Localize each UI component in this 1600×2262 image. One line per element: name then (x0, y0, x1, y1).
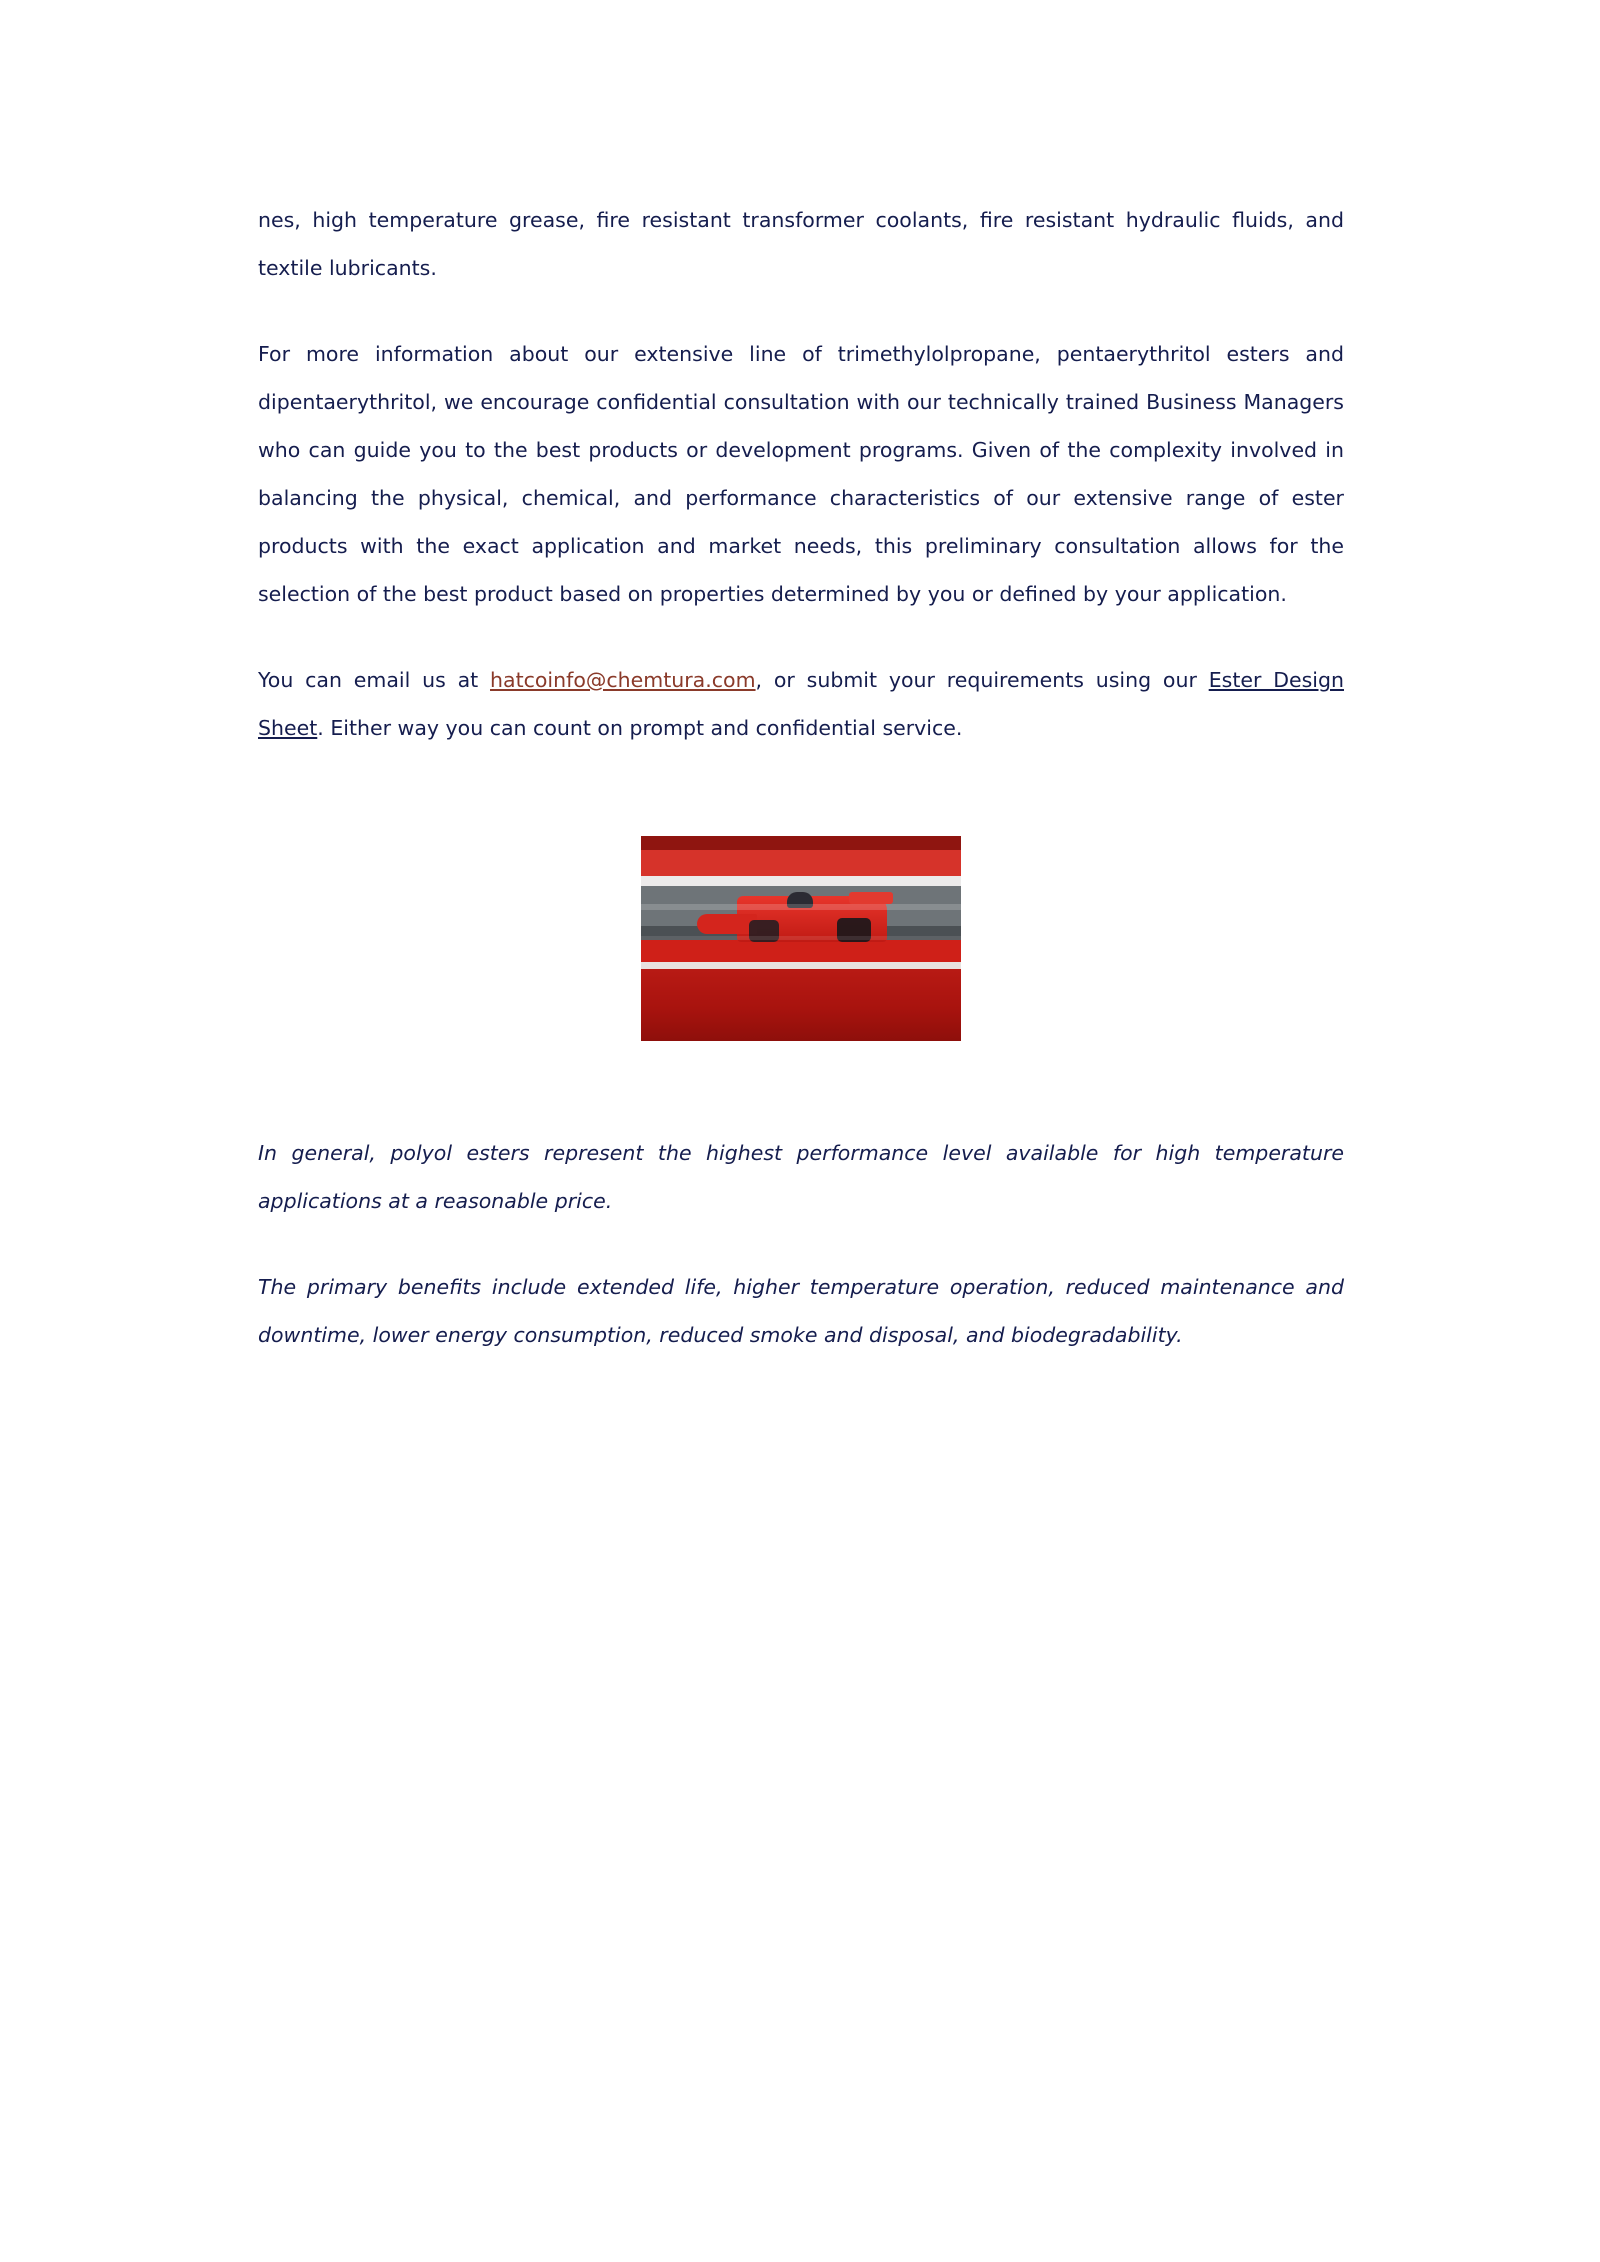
photo-band-white-upper (641, 876, 961, 886)
paragraph-contact (258, 656, 1344, 752)
spacer (258, 790, 1344, 836)
photo-band-red-mid (641, 940, 961, 962)
contact-text-middle: , or submit your requirements using our (755, 668, 1209, 692)
race-car-nose (697, 914, 757, 934)
contact-text-prefix: You can email us at (258, 668, 491, 692)
document-body (258, 196, 1344, 1359)
contact-text-suffix: . Either way you can count on prompt and confidential service. (317, 716, 963, 740)
ester-design-sheet-link[interactable]: Ester Design Sheet (258, 668, 1344, 740)
photo-band-red-upper (641, 850, 961, 876)
motion-blur-streak-lower (641, 936, 961, 940)
photo-band-top (641, 836, 961, 850)
paragraph-primary-benefits: The primary benefits include extended life, higher temperature operation, reduced maintenance and downtime, lower energy consumption, reduced smoke and disposal, and biodegradability. (258, 1275, 1344, 1347)
photo-band-white-lower (641, 962, 961, 969)
paragraph-general-polyol-esters: In general, polyol esters represent the highest performance level available for high temperature applications at a reasonable price. (258, 1141, 1344, 1213)
paragraph-continued-list: nes, high temperature grease, fire resistant transformer coolants, fire resistant hydraulic fluids, and textile lubricants. (258, 208, 1344, 280)
motion-blur-streak-upper (641, 904, 961, 910)
race-car-photo (641, 836, 961, 1041)
email-link[interactable]: hatcoinfo@chemtura.com (490, 668, 756, 692)
photo-band-red-foreground (641, 969, 961, 1041)
figure-container (258, 836, 1344, 1041)
paragraph-more-information: For more information about our extensive line of trimethylolpropane, pentaerythritol esters and dipentaerythritol, we encourage confidential consultation with our technically trained Business Managers who can guide you to the best products or development programs. Given of the complexity involved in balancing the physical, chemical, and performance characteristics of our extensive range of ester products with the exact application and market needs, this preliminary consultation allows for the selection of the best product based on properties determined by you or defined by your application. (258, 342, 1344, 606)
race-car-rear-wing (849, 892, 893, 904)
italic-paragraph-block (258, 1129, 1344, 1359)
